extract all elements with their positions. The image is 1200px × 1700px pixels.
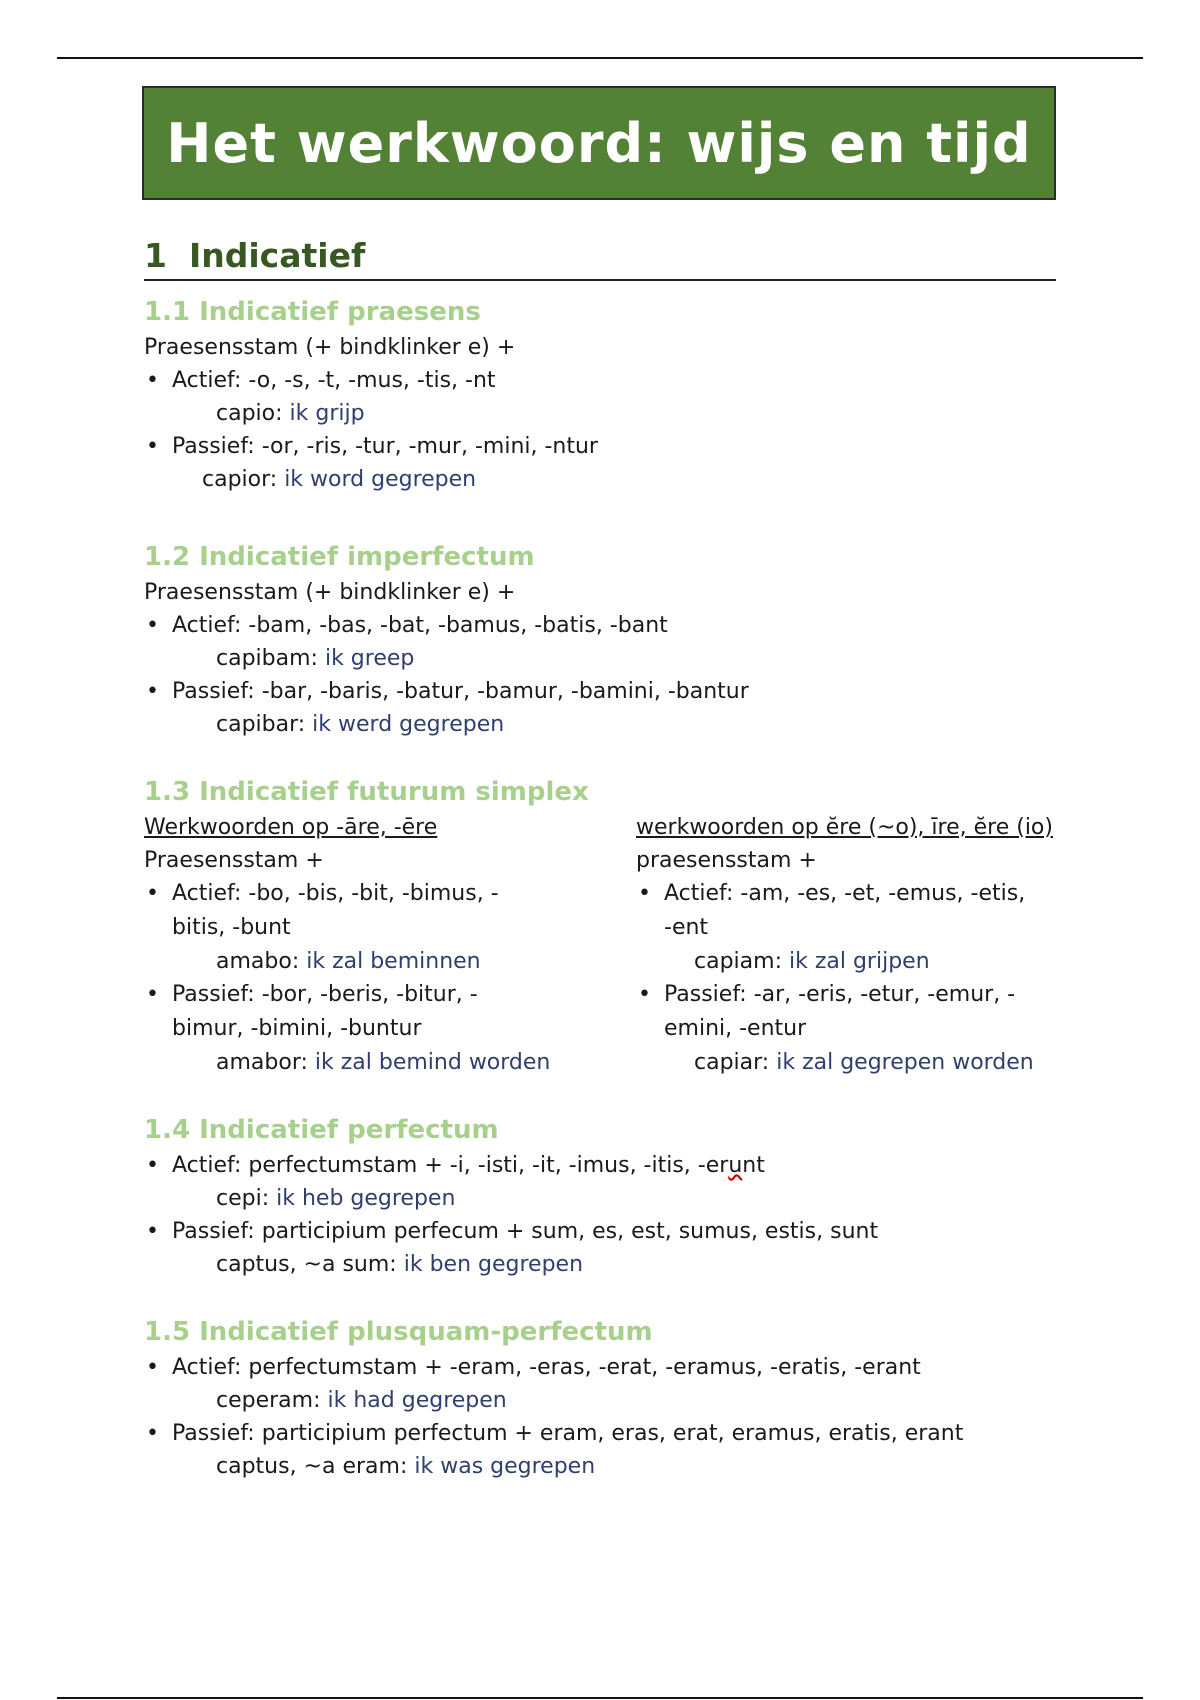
- section-heading: 1.3 Indicatief futurum simplex: [144, 777, 589, 807]
- example-line: [144, 642, 1056, 675]
- example-line: [144, 1046, 636, 1079]
- column-ere-ire: [636, 811, 1056, 1079]
- example-latin: capior:: [202, 467, 278, 492]
- title-banner: [142, 86, 1056, 200]
- section-praesens: [144, 297, 1056, 496]
- example-line: [144, 945, 636, 978]
- passief-rule: • Passief: -bor, -beris, -bitur, -bimur, -bimini, -buntur: [144, 978, 502, 1046]
- passief-rule: • Passief: -bar, -baris, -batur, -bamur, -bamini, -bantur: [144, 675, 1056, 708]
- actief-rule: • Actief: -bo, -bis, -bit, -bimus, -bitis, -bunt: [144, 877, 502, 945]
- example-translation: ik zal beminnen: [306, 949, 481, 974]
- chapter-heading: [144, 236, 1056, 281]
- example-latin: captus, ~a eram:: [216, 1454, 408, 1479]
- section-intro: Praesensstam +: [144, 848, 324, 873]
- passief-rule: • Passief: participium perfecum + sum, es, est, sumus, estis, sunt: [144, 1215, 1056, 1248]
- section-intro: Praesensstam (+ bindklinker e) +: [144, 335, 516, 360]
- example-latin: capibam:: [216, 646, 318, 671]
- top-rule: [57, 57, 1143, 59]
- rule-list: [636, 978, 1056, 1046]
- passief-rule: • Passief: -ar, -eris, -etur, -emur, -emini, -entur: [636, 978, 1034, 1046]
- example-translation: ik heb gegrepen: [276, 1186, 456, 1211]
- rule-list: [144, 877, 636, 945]
- column-heading: Werkwoorden op -āre, -ēre: [144, 815, 438, 840]
- example-translation: ik zal gegrepen worden: [776, 1050, 1034, 1075]
- rule-list: [144, 1149, 1056, 1182]
- spelling-error-mark: u: [728, 1153, 743, 1178]
- rule-list: [144, 430, 1056, 463]
- chapter-number: 1: [144, 236, 167, 275]
- example-line: [636, 945, 1056, 978]
- actief-rule-text-end: nt: [742, 1153, 765, 1178]
- rule-list: [144, 609, 1056, 642]
- example-latin: cepi:: [216, 1186, 270, 1211]
- section-futurum: [144, 777, 1056, 1079]
- example-line: [144, 708, 1056, 741]
- column-heading: werkwoorden op ĕre (~o), īre, ĕre (io): [636, 815, 1053, 840]
- section-heading: 1.4 Indicatief perfectum: [144, 1115, 499, 1145]
- example-translation: ik zal bemind worden: [314, 1050, 551, 1075]
- bottom-rule: [57, 1697, 1143, 1699]
- two-column-layout: [144, 811, 1056, 1079]
- example-translation: ik was gegrepen: [414, 1454, 596, 1479]
- section-imperfectum: [144, 542, 1056, 741]
- actief-rule: • Actief: -o, -s, -t, -mus, -tis, -nt: [144, 364, 1056, 397]
- actief-rule-text: Actief: perfectumstam + -i, -isti, -it, -imus, -itis, -er: [172, 1153, 729, 1178]
- section-perfectum: [144, 1115, 1056, 1281]
- example-line: [144, 1450, 1056, 1483]
- passief-rule: • Passief: participium perfectum + eram, eras, erat, eramus, eratis, erant: [144, 1417, 1056, 1450]
- rule-list: [144, 978, 636, 1046]
- column-are-ere: [144, 811, 636, 1079]
- example-latin: capibar:: [216, 712, 306, 737]
- section-heading: 1.2 Indicatief imperfectum: [144, 542, 535, 572]
- actief-rule: • Actief: -am, -es, -et, -emus, -etis, -ent: [636, 877, 1034, 945]
- document-body: [144, 236, 1056, 1529]
- actief-rule: • Actief: perfectumstam + -eram, -eras, -erat, -eramus, -eratis, -erant: [144, 1351, 1056, 1384]
- example-latin: ceperam:: [216, 1388, 321, 1413]
- section-plusquamperfectum: [144, 1317, 1056, 1483]
- rule-list: [144, 1215, 1056, 1248]
- section-intro: Praesensstam (+ bindklinker e) +: [144, 580, 516, 605]
- rule-list: [144, 364, 1056, 397]
- example-translation: ik werd gegrepen: [312, 712, 505, 737]
- example-line: [144, 463, 1056, 496]
- actief-rule: [144, 1149, 1056, 1182]
- example-latin: capiar:: [694, 1050, 770, 1075]
- example-translation: ik had gegrepen: [327, 1388, 507, 1413]
- example-translation: ik grijp: [289, 401, 365, 426]
- section-heading: 1.5 Indicatief plusquam-perfectum: [144, 1317, 653, 1347]
- section-heading: 1.1 Indicatief praesens: [144, 297, 481, 327]
- example-translation: ik ben gegrepen: [403, 1252, 584, 1277]
- passief-rule: • Passief: -or, -ris, -tur, -mur, -mini, -ntur: [144, 430, 1056, 463]
- section-intro: praesensstam +: [636, 848, 817, 873]
- example-line: [144, 1248, 1056, 1281]
- rule-list: [144, 675, 1056, 708]
- example-latin: captus, ~a sum:: [216, 1252, 397, 1277]
- example-latin: capio:: [216, 401, 283, 426]
- rule-list: [636, 877, 1056, 945]
- rule-list: [144, 1417, 1056, 1450]
- example-line: [636, 1046, 1056, 1079]
- rule-list: [144, 1351, 1056, 1384]
- example-latin: capiam:: [694, 949, 782, 974]
- example-line: [144, 397, 1056, 430]
- example-line: [144, 1384, 1056, 1417]
- example-latin: amabo:: [216, 949, 300, 974]
- page-title: Het werkwoord: wijs en tijd: [166, 111, 1032, 175]
- chapter-title: Indicatief: [188, 236, 366, 275]
- example-line: [144, 1182, 1056, 1215]
- example-translation: ik zal grijpen: [788, 949, 930, 974]
- example-latin: amabor:: [216, 1050, 308, 1075]
- example-translation: ik greep: [324, 646, 415, 671]
- example-translation: ik word gegrepen: [284, 467, 477, 492]
- actief-rule: • Actief: -bam, -bas, -bat, -bamus, -batis, -bant: [144, 609, 1056, 642]
